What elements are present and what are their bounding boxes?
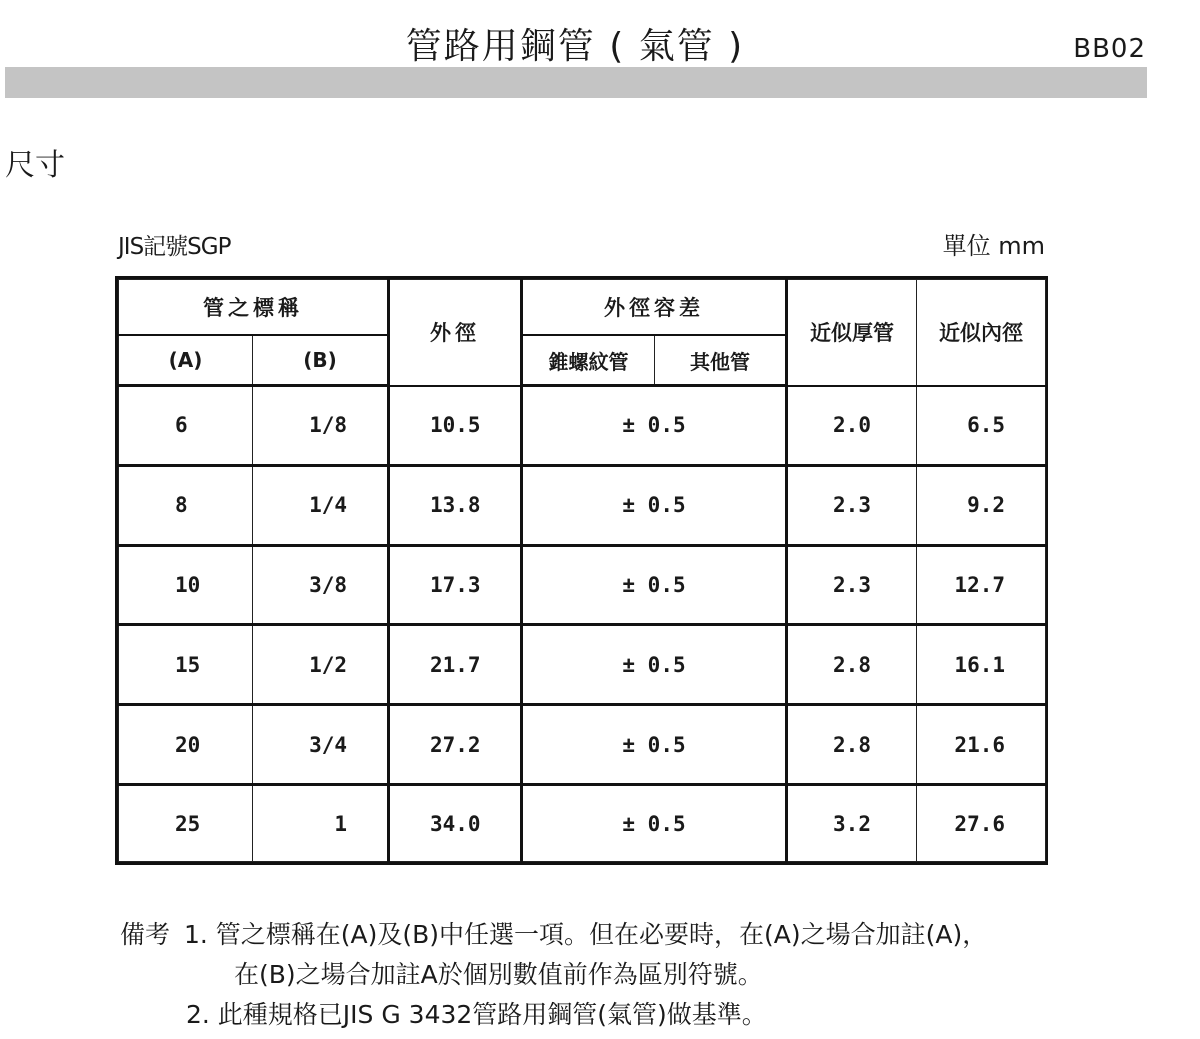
table-body [119, 386, 1046, 862]
cell-thickness: 2.0 [787, 386, 917, 466]
table-row [119, 465, 1046, 545]
header-nominal-a: (A) [119, 335, 253, 386]
remarks-line-3: 2. 此種規格已JIS G 3432管路用鋼管(氣管)做基準。 [186, 1000, 767, 1029]
cell-outer-diameter: 21.7 [389, 625, 522, 705]
cell-nominal-b: 1/4 [253, 465, 389, 545]
remarks [120, 915, 987, 1035]
cell-nominal-a: 20 [119, 705, 253, 785]
cell-nominal-a: 25 [119, 785, 253, 862]
cell-nominal-a: 10 [119, 545, 253, 625]
cell-thickness: 2.3 [787, 465, 917, 545]
page-title: 管路用鋼管 ( 氣管 ) [405, 26, 745, 67]
cell-nominal-a: 15 [119, 625, 253, 705]
header-nominal: 管之標稱 [119, 280, 389, 336]
cell-nominal-b: 1/2 [253, 625, 389, 705]
header-nominal-b: (B) [253, 335, 389, 386]
cell-od-tolerance: ± 0.5 [522, 625, 787, 705]
remarks-line-2: 在(B)之場合加註A於個別數值前作為區別符號。 [234, 960, 763, 989]
cell-nominal-b: 1 [253, 785, 389, 862]
dimension-table-grid [118, 279, 1046, 862]
cell-thickness: 2.3 [787, 545, 917, 625]
cell-inner-diameter: 21.6 [917, 705, 1046, 785]
table-row [119, 625, 1046, 705]
cell-od-tolerance: ± 0.5 [522, 785, 787, 862]
table-row [119, 705, 1046, 785]
cell-inner-diameter: 16.1 [917, 625, 1046, 705]
remarks-line-1 [120, 915, 987, 955]
table-row [119, 785, 1046, 862]
cell-thickness: 2.8 [787, 625, 917, 705]
cell-inner-diameter: 6.5 [917, 386, 1046, 466]
header-od-tolerance: 外徑容差 [522, 280, 787, 336]
header-outer-diameter: 外徑 [389, 280, 522, 386]
cell-nominal-b: 1/8 [253, 386, 389, 466]
cell-od-tolerance: ± 0.5 [522, 386, 787, 466]
cell-inner-diameter: 9.2 [917, 465, 1046, 545]
cell-od-tolerance: ± 0.5 [522, 705, 787, 785]
cell-nominal-b: 3/4 [253, 705, 389, 785]
header-tol-other: 其他管 [655, 335, 787, 386]
cell-outer-diameter: 13.8 [389, 465, 522, 545]
header-thickness: 近似厚管 [787, 280, 917, 386]
unit-label: 單位 mm [942, 232, 1045, 260]
cell-inner-diameter: 27.6 [917, 785, 1046, 862]
cell-nominal-a: 6 [119, 386, 253, 466]
remarks-note-1: 1. 管之標稱在(A)及(B)中任選一項。但在必要時，在(A)之場合加註(A)， [183, 920, 988, 949]
document-code: BB02 [1073, 34, 1146, 64]
header-bar [5, 67, 1147, 98]
spec-label: JIS記號SGP [118, 234, 231, 260]
table-row [119, 386, 1046, 466]
cell-inner-diameter: 12.7 [917, 545, 1046, 625]
cell-outer-diameter: 27.2 [389, 705, 522, 785]
header-tol-threaded: 錐螺紋管 [522, 335, 655, 386]
cell-thickness: 2.8 [787, 705, 917, 785]
cell-nominal-b: 3/8 [253, 545, 389, 625]
cell-outer-diameter: 34.0 [389, 785, 522, 862]
cell-outer-diameter: 10.5 [389, 386, 522, 466]
cell-nominal-a: 8 [119, 465, 253, 545]
cell-outer-diameter: 17.3 [389, 545, 522, 625]
cell-od-tolerance: ± 0.5 [522, 465, 787, 545]
cell-thickness: 3.2 [787, 785, 917, 862]
section-title: 尺寸 [5, 148, 65, 183]
dimension-table [115, 276, 1048, 865]
header-inner-diameter: 近似內徑 [917, 280, 1046, 386]
table-row [119, 545, 1046, 625]
remarks-lead: 備考 [120, 920, 171, 949]
cell-od-tolerance: ± 0.5 [522, 545, 787, 625]
